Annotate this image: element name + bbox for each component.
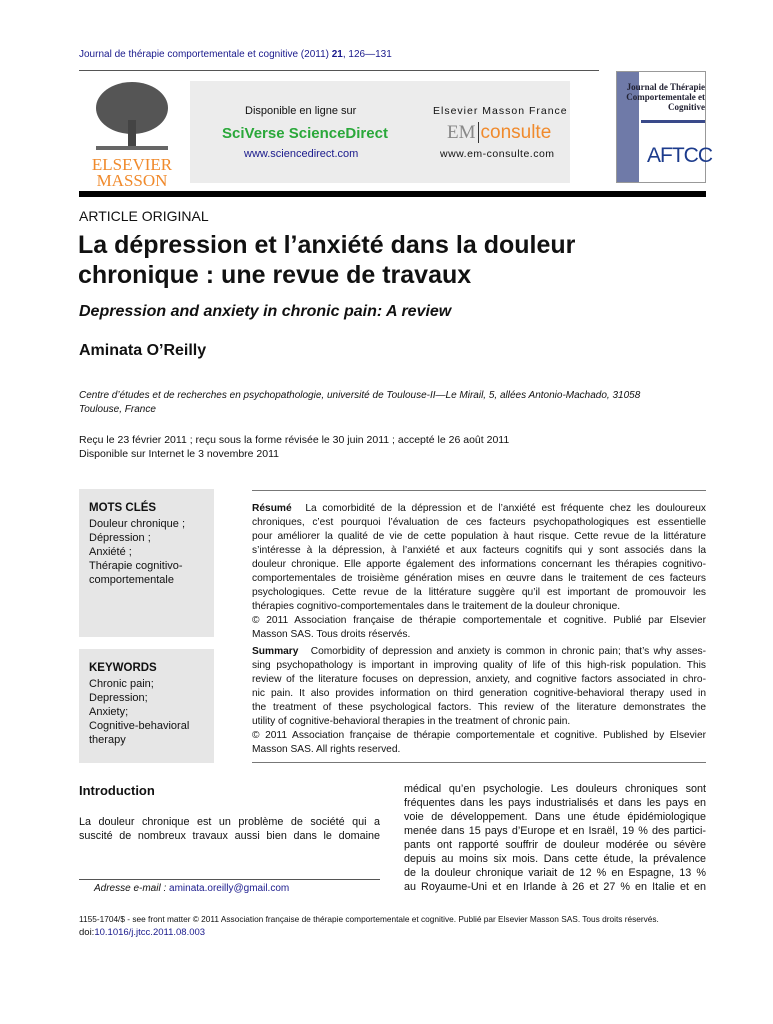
journal-reference (79, 49, 392, 60)
footer (79, 912, 659, 940)
title-line: chronique : une revue de travaux (78, 261, 472, 289)
volume: 21 (331, 49, 343, 60)
elsevier-masson-text: ELSEVIER MASSON (91, 155, 173, 190)
journal-name: Journal de thérapie comportementale et cognitive (2011) (79, 49, 332, 60)
text-line: review of the literature focuses on depression, anxiety, and cognitive factors associated in chro- (252, 674, 706, 685)
text-line-content: Comorbidity of depression and anxiety is common in chronic pain; that’s why asses- (310, 646, 706, 657)
em-consulte-logo[interactable] (447, 122, 551, 144)
text-line: fréquentes dans les pays industrialisés et dans les pays en (404, 797, 706, 809)
abstract-label: Résumé (252, 503, 292, 514)
text-line: © 2011 Association française de thérapie comportementale et cognitive. Publié par Elsevier (252, 615, 706, 626)
dates (79, 433, 509, 461)
em-consulte-link[interactable]: www.em-consulte.com (440, 148, 555, 160)
text-line-content: La comorbidité de la dépression et de l’anxiété est fréquente chez les douloureux (305, 503, 706, 514)
affiliation-line: Toulouse, France (79, 404, 156, 415)
doi-link[interactable]: 10.1016/j.jtcc.2011.08.003 (94, 927, 206, 938)
abstract-label: Summary (252, 646, 299, 657)
elsevier-logo (88, 80, 176, 190)
text-line: chroniques, c’est pourquoi l’évaluation de ces facteurs psychopathologiques est essentielle (252, 517, 706, 528)
divider (252, 762, 706, 763)
pages: , 126—131 (342, 49, 392, 60)
text-line: de la douleur chronique variait de 12 % en Espagne, 13 % (404, 867, 706, 879)
affiliation-line: Centre d’études et de recherches en psychopathologie, université de Toulouse-II—Le Mirail, 5, allées Antonio-Machado, 31058 (79, 390, 641, 401)
em-text: EM (447, 122, 479, 143)
sciencedirect-logo[interactable]: SciVerse ScienceDirect (222, 125, 388, 142)
text-line (252, 645, 706, 659)
keyword: Anxiety; (89, 706, 129, 718)
text-line: depuis au moins six mois. Dans cette étude, la prévalence (404, 853, 706, 865)
article-type: ARTICLE ORIGINAL (79, 208, 209, 224)
mots-cles-heading: MOTS CLÉS (89, 502, 157, 514)
text-line: douleur chronique. Elle apporte également des informations concernant les thérapies cognitivo- (252, 559, 706, 570)
consulte-text: consulte (480, 122, 552, 143)
text-line: voie de développement. Dans une étude épidémiologique (404, 811, 706, 823)
front-matter: 1155-1704/$ - see front matter © 2011 Association française de thérapie comportementale et cognitive. Publié par Elsevier Masson SAS. Tous droits réservés. (79, 914, 659, 924)
divider (79, 879, 380, 880)
keywords-box (79, 649, 214, 763)
keyword: Douleur chronique ; (89, 518, 186, 530)
resume-abstract (252, 502, 706, 642)
text-line: pour améliorer la qualité de vie de cette population à haut risque. Cette revue de la littérature (252, 531, 706, 542)
journal-cover (616, 71, 712, 183)
text-line: thérapies cognitivo-comportementales dans le traitement de la douleur chronique. (252, 601, 621, 612)
author: Aminata O’Reilly (79, 342, 207, 359)
text-line: utility of cognitive-behavioral therapies in the treatment of chronic pain. (252, 716, 571, 727)
dates-line: Disponible sur Internet le 3 novembre 2011 (79, 448, 280, 460)
sciencedirect-link[interactable]: www.sciencedirect.com (244, 148, 359, 160)
text-line (252, 502, 706, 516)
text-line: s’intéresse à la dépression, à l’anxiété et aux facteurs cognitifs qui y sont associés dans la (252, 545, 706, 556)
aftcc-logo: AFTCC (647, 144, 712, 167)
text-line: psychologiques. Cette revue de la littérature suggère qu’il est important de promouvoir les (252, 587, 706, 598)
keyword: Dépression ; (89, 532, 151, 544)
affiliation (79, 389, 640, 417)
keyword: Anxiété ; (89, 546, 132, 558)
text-line: © 2011 Association française de thérapie comportementale et cognitive. Published by Elsevier (252, 730, 706, 741)
text-line: au Royaume-Uni et en Irlande à 26 et 27 % en Italie et en (404, 881, 706, 893)
footnote (94, 883, 289, 894)
divider (79, 70, 599, 71)
text-line: the treatment of these psychological factors. This review of the literature demonstrates the (252, 702, 706, 713)
divider (252, 490, 706, 491)
em-label: Elsevier Masson France (433, 105, 568, 117)
text-line: nic pain. It also provides information on third generation cognitive-behavioral therapy used in (252, 688, 706, 699)
introduction-heading: Introduction (79, 783, 155, 798)
keyword: Depression; (89, 692, 148, 704)
cover-title: Journal de Thérapie Comportementale et Cognitive (626, 82, 705, 112)
keyword: comportementale (89, 574, 174, 586)
text-line: pants ont rapporté souffrir de douleur modérée ou sévère (404, 839, 706, 851)
doi-label: doi: (79, 927, 95, 938)
available-label: Disponible en ligne sur (245, 105, 357, 117)
email-link[interactable]: aminata.oreilly@gmail.com (169, 883, 290, 894)
text-line: menée dans 15 pays d’Europe et en Israël, 19 % des partici- (404, 825, 706, 837)
text-line: Masson SAS. Tous droits réservés. (252, 629, 411, 640)
intro-left-column (79, 815, 380, 843)
text-line: Masson SAS. All rights reserved. (252, 744, 401, 755)
text-line: médical qu’en psychologie. Les douleurs chroniques sont (404, 783, 706, 795)
text-line: suscité de nombreux travaux aussi bien dans le domaine (79, 830, 380, 842)
tree-icon (88, 80, 176, 152)
keyword: Cognitive-behavioral (89, 720, 190, 732)
banner (190, 81, 570, 183)
intro-right-column (404, 782, 706, 894)
text-line: comportementales de troisième génération mises en œuvre dans le traitement de ces facteurs (252, 573, 706, 584)
subtitle: Depression and anxiety in chronic pain: A review (79, 303, 452, 320)
header-bar (79, 191, 706, 197)
keywords-heading: KEYWORDS (89, 662, 157, 674)
keyword: Chronic pain; (89, 678, 154, 690)
dates-line: Reçu le 23 février 2011 ; reçu sous la forme révisée le 30 juin 2011 ; accepté le 26 août 2011 (79, 434, 510, 446)
article-title (78, 230, 575, 290)
text-line: sing psychopathology is important in improving quality of life of this high-risk population. This (252, 660, 706, 671)
mots-cles-box (79, 489, 214, 637)
keyword: therapy (89, 734, 126, 746)
keyword: Thérapie cognitivo- (89, 560, 183, 572)
title-line: La dépression et l’anxiété dans la douleur (78, 231, 576, 259)
text-line: La douleur chronique est un problème de société qui a (79, 816, 380, 828)
email-label: Adresse e-mail : (94, 883, 170, 894)
summary-abstract (252, 645, 706, 757)
